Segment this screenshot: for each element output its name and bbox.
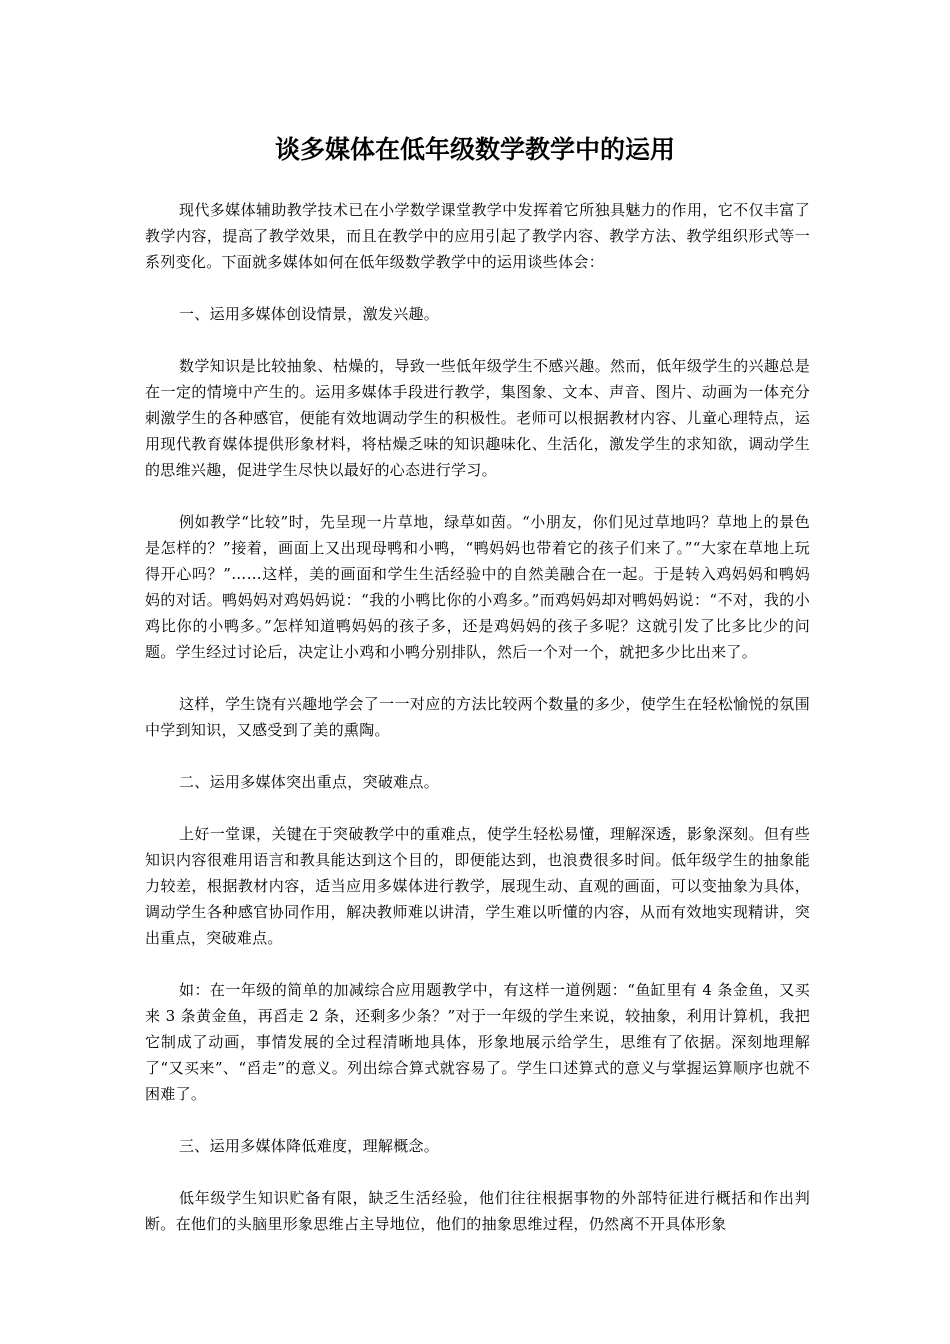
section-heading-2: 二、运用多媒体突出重点，突破难点。 bbox=[179, 773, 440, 791]
body-paragraph: 低年级学生知识贮备有限，缺乏生活经验，他们往往根据事物的外部特征进行概括和作出判断。在他们的头脑里形象思维占主导地位，他们的抽象思维过程，仍然离不开具体形象 bbox=[145, 1189, 810, 1233]
example-paragraph: 如：在一年级的简单的加减综合应用题教学中，有这样一道例题：“鱼缸里有 4 条金鱼，又买来 3 条黄金鱼，再舀走 2 条，还剩多少条？”对于一年级的学生来说，较抽象，利用计算机，我把它制成了动画，事情发展的全过程清晰地具体，形象地展示给学生，思维有了依据。深刻地理解了“又买来”、“舀走”的意义。列出综合算式就容易了。学生口述算式的意义与掌握运算顺序也就不困难了。 bbox=[145, 981, 810, 1103]
section-heading-3: 三、运用多媒体降低难度，理解概念。 bbox=[179, 1137, 440, 1155]
document-title: 谈多媒体在低年级数学教学中的运用 bbox=[274, 135, 675, 164]
body-paragraph: 数学知识是比较抽象、枯燥的，导致一些低年级学生不感兴趣。然而，低年级学生的兴趣总是在一定的情境中产生的。运用多媒体手段进行教学，集图象、文本、声音、图片、动画为一体充分刺激学生的各种感官，便能有效地调动学生的积极性。老师可以根据教材内容、儿童心理特点，运用现代教育媒体提供形象材料，将枯燥乏味的知识趣味化、生活化，激发学生的求知欲，调动学生的思维兴趣，促进学生尽快以最好的心态进行学习。 bbox=[145, 357, 810, 479]
document-body bbox=[145, 197, 810, 1263]
section-heading-1: 一、运用多媒体创设情景，激发兴趣。 bbox=[179, 305, 440, 323]
example-paragraph: 例如教学“比较”时，先呈现一片草地，绿草如茵。“小朋友，你们见过草地吗？草地上的景色是怎样的？”接着，画面上又出现母鸭和小鸭，“鸭妈妈也带着它的孩子们来了。”“大家在草地上玩得开心吗？”……这样，美的画面和学生生活经验中的自然美融合在一起。于是转入鸡妈妈和鸭妈妈的对话。鸭妈妈对鸡妈妈说：“我的小鸭比你的小鸡多。”而鸡妈妈却对鸭妈妈说：“不对，我的小鸡比你的小鸭多。”怎样知道鸭妈妈的孩子多，还是鸡妈妈的孩子多呢？这就引发了比多比少的问题。学生经过讨论后，决定让小鸡和小鸭分别排队，然后一个对一个，就把多少比出来了。 bbox=[145, 513, 810, 661]
intro-paragraph: 现代多媒体辅助教学技术已在小学数学课堂教学中发挥着它所独具魅力的作用，它不仅丰富了教学内容，提高了教学效果，而且在教学中的应用引起了教学内容、教学方法、教学组织形式等一系列变化。下面就多媒体如何在低年级数学教学中的运用谈些体会： bbox=[145, 201, 810, 271]
body-paragraph: 这样，学生饶有兴趣地学会了一一对应的方法比较两个数量的多少，使学生在轻松愉悦的氛围中学到知识，又感受到了美的熏陶。 bbox=[145, 695, 810, 739]
body-paragraph: 上好一堂课，关键在于突破教学中的重难点，使学生轻松易懂，理解深透，影象深刻。但有些知识内容很难用语言和教具能达到这个目的，即便能达到，也浪费很多时间。低年级学生的抽象能力较差，根据教材内容，适当应用多媒体进行教学，展现生动、直观的画面，可以变抽象为具体，调动学生各种感官协同作用，解决教师难以讲清，学生难以听懂的内容，从而有效地实现精讲，突出重点，突破难点。 bbox=[145, 825, 810, 947]
